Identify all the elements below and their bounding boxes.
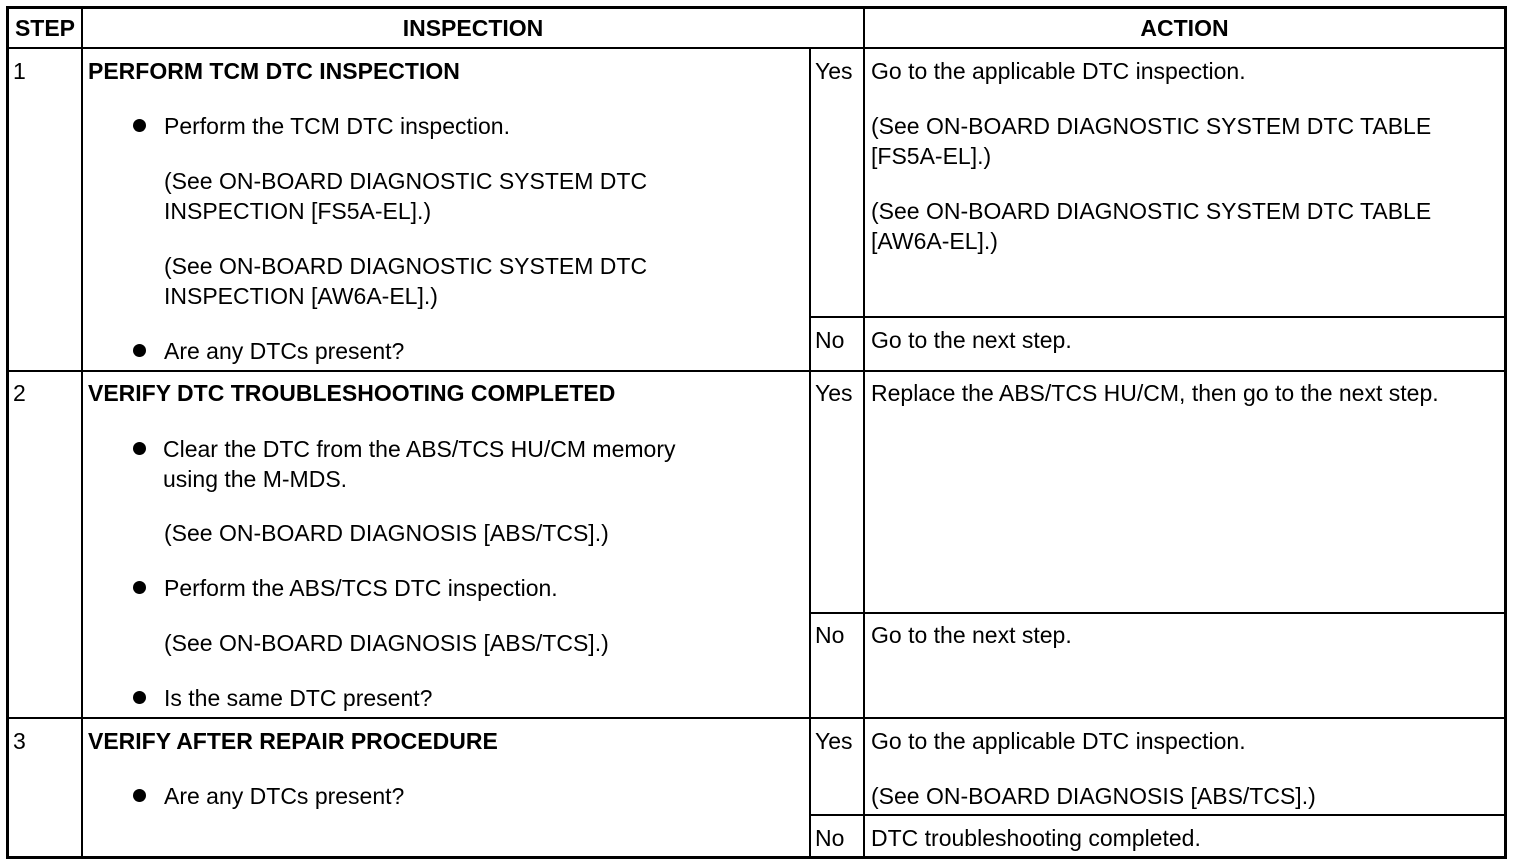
step-3-yes-action-1: Go to the applicable DTC inspection. [871,728,1246,754]
step-3-no-label: No [815,825,845,851]
step-3-bullet-1: Are any DTCs present? [164,783,405,809]
step-2-bullet-1b: using the M-MDS. [163,466,348,492]
step-1-no-action: Go to the next step. [871,327,1072,353]
step-2-no-label: No [815,622,845,648]
step-2-title: VERIFY DTC TROUBLESHOOTING COMPLETED [88,380,616,406]
column-divider-action [863,6,865,859]
column-divider-step [81,6,83,859]
step-1-note-2a: (See ON-BOARD DIAGNOSTIC SYSTEM DTC [164,253,648,279]
step-2-bullet-2: Perform the ABS/TCS DTC inspection. [164,575,558,601]
header-step: STEP [14,15,76,41]
step-1-yes-label: Yes [815,58,853,84]
step-1-no-label: No [815,327,845,353]
table-border-right [1504,6,1507,859]
step-2-yes-action: Replace the ABS/TCS HU/CM, then go to the next step. [871,380,1439,406]
step-1-yes-action-2b: [FS5A-EL].) [871,143,992,169]
step-2-bullet-1a: Clear the DTC from the ABS/TCS HU/CM memory [163,436,676,462]
yes-no-divider-3 [809,814,1507,816]
step-1-note-1a: (See ON-BOARD DIAGNOSTIC SYSTEM DTC [164,168,648,194]
step-1-yes-action-2a: (See ON-BOARD DIAGNOSTIC SYSTEM DTC TABLE [871,113,1432,139]
bullet-icon [133,119,146,132]
step-1-title: PERFORM TCM DTC INSPECTION [88,58,460,84]
step-1-yes-action-1: Go to the applicable DTC inspection. [871,58,1246,84]
bullet-icon [133,442,146,455]
step-3-yes-label: Yes [815,728,853,754]
column-divider-yesno [809,48,811,859]
bullet-icon [133,344,146,357]
header-inspection: INSPECTION [402,15,544,41]
row-divider-1-2 [6,370,1507,372]
step-2-note-2: (See ON-BOARD DIAGNOSIS [ABS/TCS].) [164,630,609,656]
row-divider-2-3 [6,717,1507,719]
bullet-icon [133,581,146,594]
table-border-top [6,6,1507,9]
bullet-icon [133,789,146,802]
step-number-3: 3 [13,728,26,754]
yes-no-divider-2 [809,612,1507,614]
step-1-bullet-2: Are any DTCs present? [164,338,405,364]
header-action: ACTION [1140,15,1229,41]
table-border-bottom [6,856,1507,859]
table-border-left [6,6,9,859]
step-2-no-action: Go to the next step. [871,622,1072,648]
bullet-icon [133,691,146,704]
step-1-note-2b: INSPECTION [AW6A-EL].) [164,283,438,309]
step-1-bullet-1: Perform the TCM DTC inspection. [164,113,510,139]
header-divider [6,47,1507,49]
step-2-yes-label: Yes [815,380,853,406]
yes-no-divider-1 [809,316,1507,318]
step-3-no-action: DTC troubleshooting completed. [871,825,1201,851]
step-1-yes-action-3a: (See ON-BOARD DIAGNOSTIC SYSTEM DTC TABLE [871,198,1432,224]
step-3-yes-action-2: (See ON-BOARD DIAGNOSIS [ABS/TCS].) [871,783,1316,809]
step-2-note-1: (See ON-BOARD DIAGNOSIS [ABS/TCS].) [164,520,609,546]
step-1-yes-action-3b: [AW6A-EL].) [871,228,998,254]
step-2-bullet-3: Is the same DTC present? [164,685,433,711]
step-number-1: 1 [13,58,26,84]
step-3-title: VERIFY AFTER REPAIR PROCEDURE [88,728,498,754]
step-number-2: 2 [13,380,26,406]
step-1-note-1b: INSPECTION [FS5A-EL].) [164,198,432,224]
